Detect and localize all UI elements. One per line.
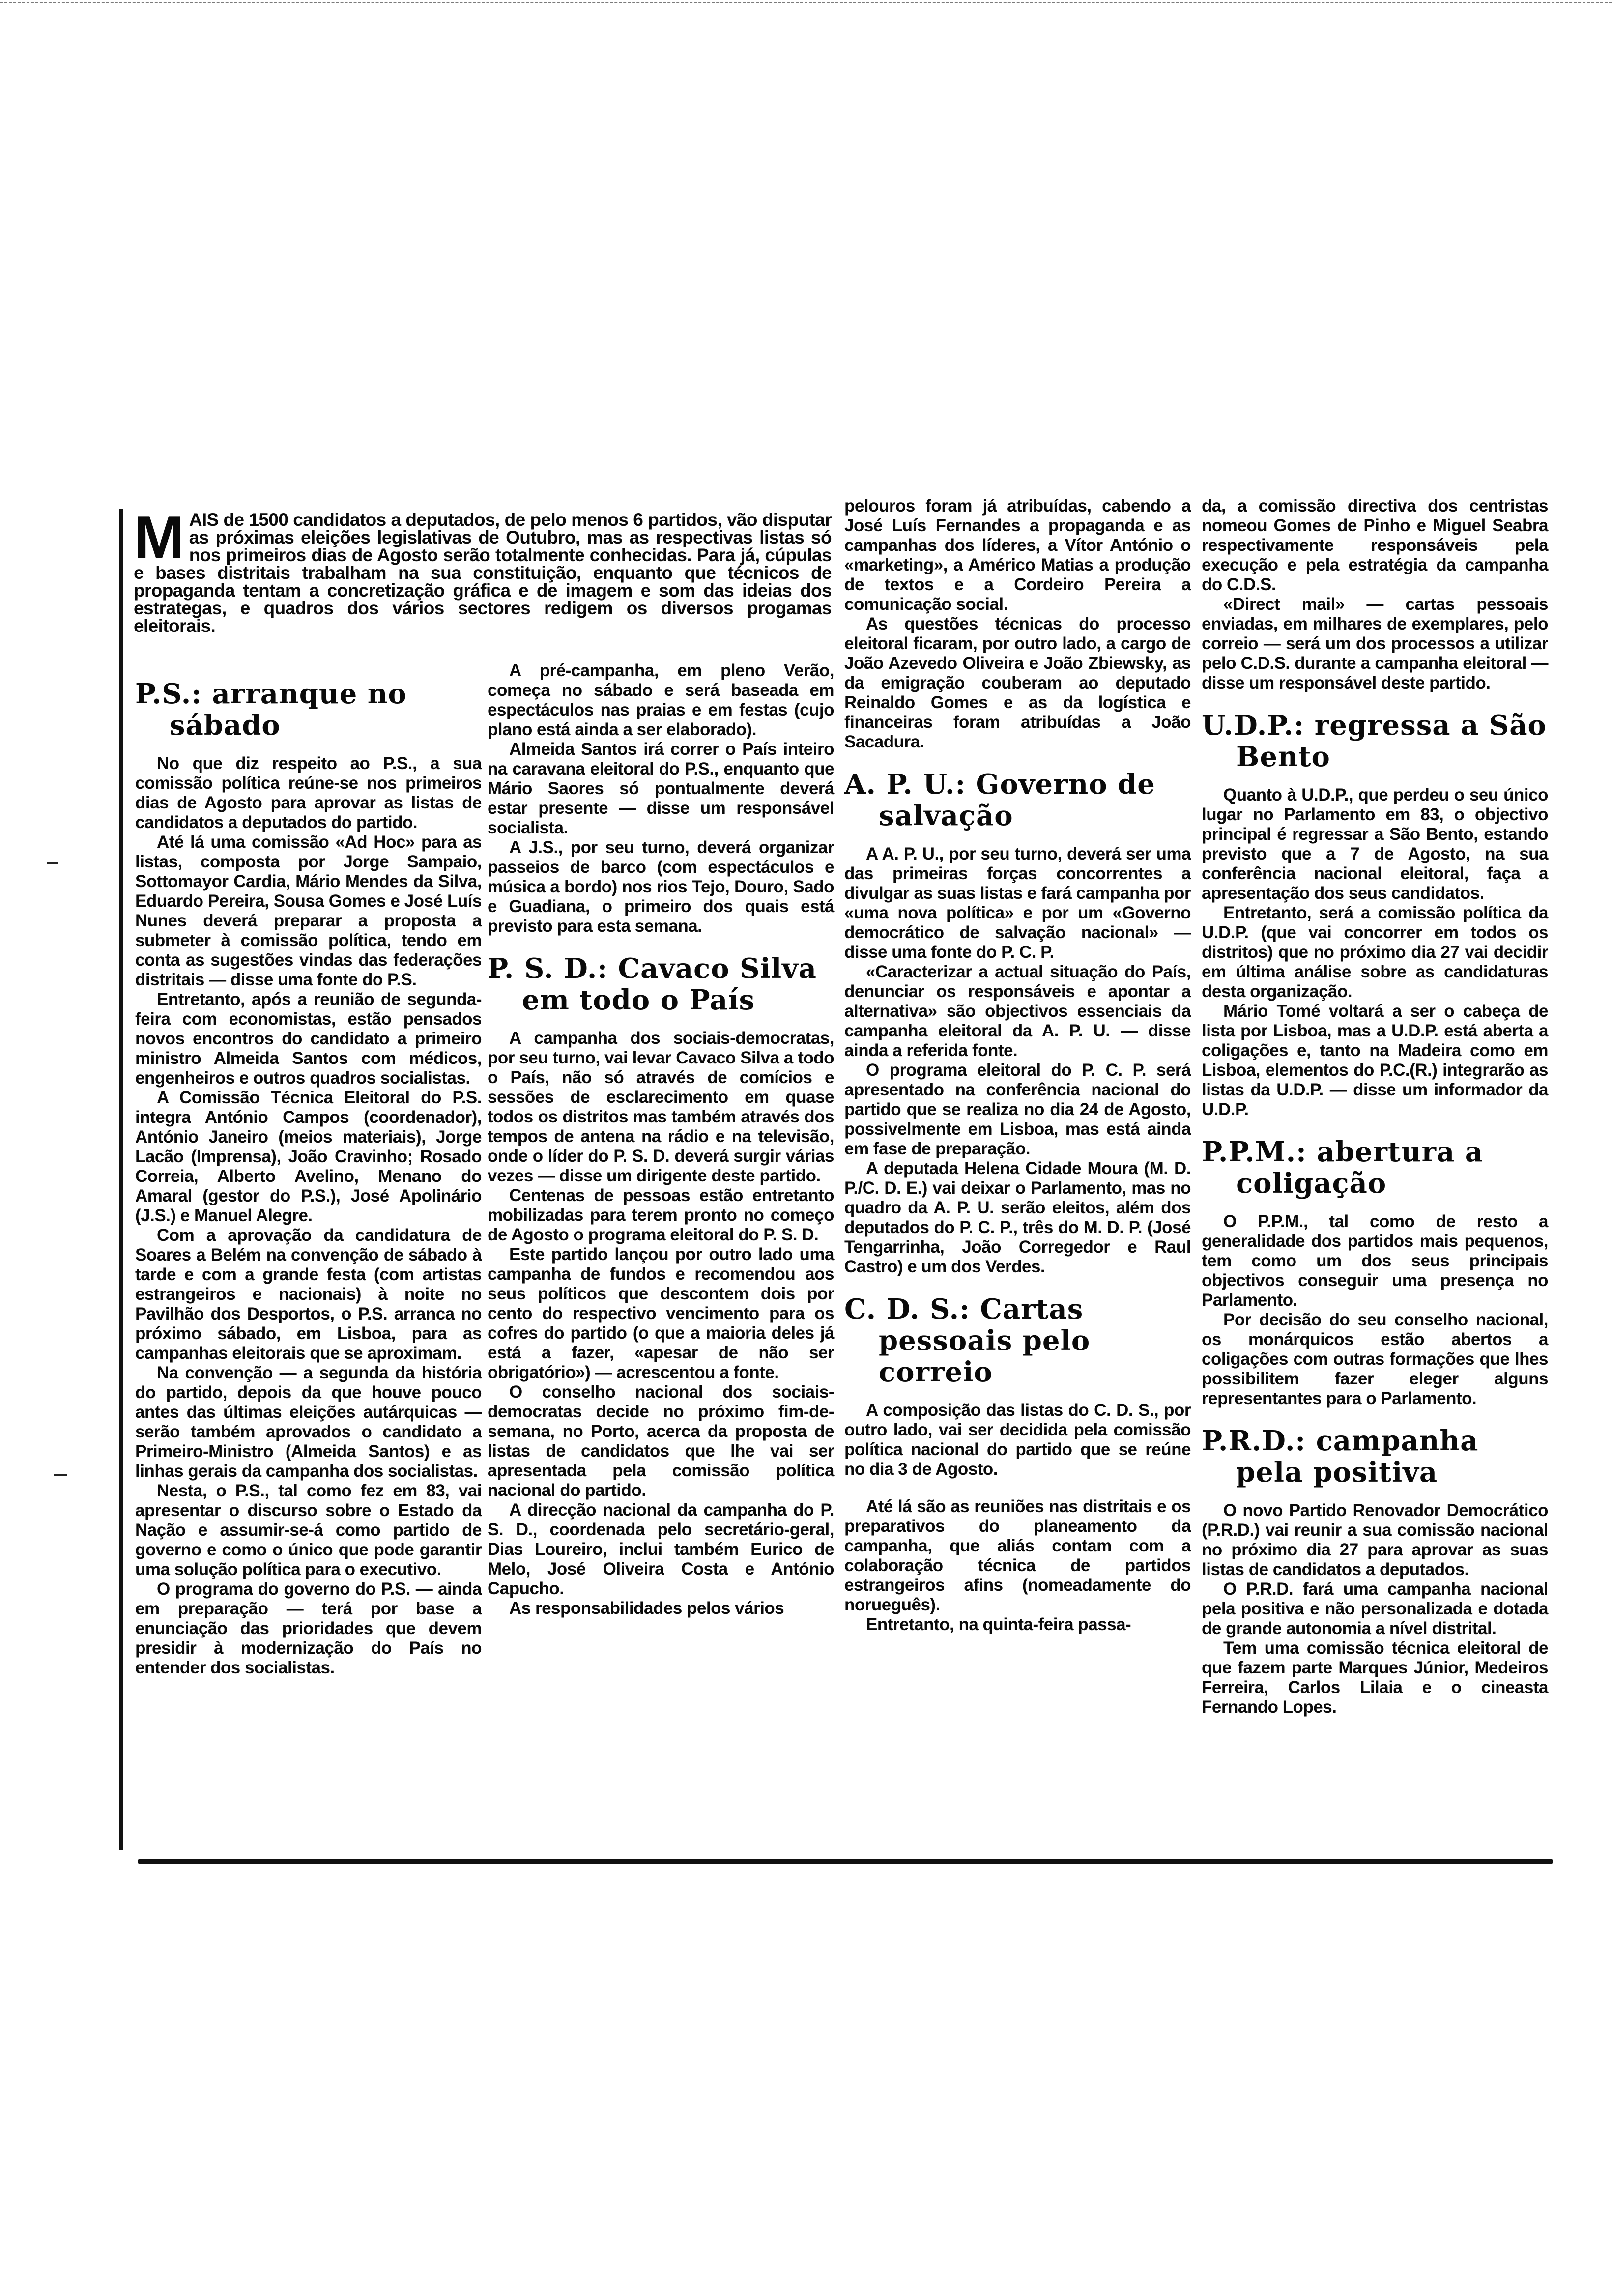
article-paragraph: Este partido lançou por outro lado uma campanha de fundos e recomendou aos seus políticos que descontem dois por cento do respectivo vencimento para os cofres do partido (o que a maioria deles já está a fazer, «apesar de não ser obrigatório») — acrescentou a fonte. (488, 1245, 834, 1382)
top-edge-rule (0, 2, 1612, 3)
article-paragraph: A direcção nacional da campanha do P. S. D., coordenada pelo secretário-geral, Dias Loureiro, inclui também Eurico de Melo, José Oliveira Costa e António Capucho. (488, 1500, 834, 1598)
article-paragraph: «Direct mail» — cartas pessoais enviadas, em milhares de exemplares, pelo correio — será um dos processos a utilizar pelo C.D.S. durante a campanha eleitoral — disse um responsável deste partido. (1202, 595, 1548, 692)
article-paragraph: No que diz respeito ao P.S., a sua comissão política reúne-se nos primeiros dias de Agosto para aprovar as listas de candidatos a deputados do partido. (135, 754, 482, 832)
margin-mark (54, 1474, 67, 1476)
column-1 (135, 659, 482, 1678)
article-paragraph: A J.S., por seu turno, deverá organizar passeios de barco (com espectáculos e música a bordo) nos rios Tejo, Douro, Sado e Guadiana, o primeiro dos quais está previsto para esta semana. (488, 838, 834, 936)
article-paragraph: Nesta, o P.S., tal como fez em 83, vai apresentar o discurso sobre o Estado da Nação e assumir-se-á como partido de governo e como o único que pode garantir uma solução política para o executivo. (135, 1481, 482, 1579)
article-paragraph: O novo Partido Renovador Democrático (P.R.D.) vai reunir a sua comissão nacional no próximo dia 27 para aprovar as suas listas de candidatos a deputados. (1202, 1501, 1548, 1579)
article-paragraph: Tem uma comissão técnica eleitoral de que fazem parte Marques Júnior, Medeiros Ferreira, Carlos Lilaia e o cineasta Fernando Lopes. (1202, 1638, 1548, 1717)
column-3 (844, 496, 1191, 1635)
article-paragraph: O conselho nacional dos sociais-democratas decide no próximo fim-de-semana, no Porto, acerca da proposta de listas de candidatos que lhe vai ser apresentada pela comissão política nacional do partido. (488, 1382, 834, 1500)
drop-cap: M (134, 504, 184, 572)
section-headline: C. D. S.: Cartas pessoais pelo correio (844, 1293, 1091, 1388)
article-paragraph: Na convenção — a segunda da história do partido, depois da que houve pouco antes das últimas eleições autárquicas — serão também aprovados o candidato a Primeiro-Ministro (Almeida Santos) e as linhas gerais da campanha dos socialistas. (135, 1363, 482, 1481)
article-paragraph: As questões técnicas do processo eleitoral ficaram, por outro lado, a cargo de João Azevedo Oliveira e João Zbiewsky, as da emigração couberam ao deputado Reinaldo Gomes e as da logística e financeiras foram atribuídas a João Sacadura. (844, 614, 1191, 751)
section-headline: P.S.: arranque no sábado (135, 678, 407, 742)
article-paragraph: Até lá são as reuniões nas distritais e os preparativos do planeamento da campanha, que aliás contam com a colaboração técnica de partidos estrangeiros afins (nomeadamente do norueguês). (844, 1497, 1191, 1614)
bottom-rule (138, 1859, 1553, 1864)
article-paragraph: Entretanto, na quinta-feira passa- (866, 1615, 1131, 1634)
section-headline: P.R.D.: campanha pela positiva (1202, 1425, 1479, 1489)
section-headline: U.D.P.: regressa a São Bento (1202, 709, 1547, 773)
article-paragraph: Centenas de pessoas estão entretanto mobilizadas para terem pronto no começo de Agosto o programa eleitoral do P. S. D. (488, 1186, 834, 1244)
article-paragraph: A composição das listas do C. D. S., por outro lado, vai ser decidida pela comissão política nacional do partido que se reúne no dia 3 de Agosto. (844, 1401, 1191, 1479)
article-paragraph: «Caracterizar a actual situação do País, denunciar os responsáveis e apontar a alternativa» são objectivos essenciais da campanha eleitoral da A. P. U. — disse ainda a referida fonte. (844, 962, 1191, 1060)
article-paragraph: Almeida Santos irá correr o País inteiro na caravana eleitoral do P.S., enquanto que Mário Saores só pontualmente deverá estar presente — disse um responsável socialista. (488, 740, 834, 837)
column-4 (1202, 496, 1548, 1717)
lead-text: AIS de 1500 candidatos a deputados, de pelo menos 6 partidos, vão disputar as próximas eleições legislativas de Outubro, mas as respectivas listas só nos primeiros dias de Agosto serão totalmente conhecidas. Para já, cúpulas e bases distritais trabalham na sua constituição, enquanto que técnicos de propaganda tentam a concretização gráfica e de imagem e som das ideias dos estrategas, e quadros dos vários sectores redigem os diversos progamas eleitorais. (134, 510, 832, 636)
article-paragraph: A campanha dos sociais-democratas, por seu turno, vai levar Cavaco Silva a todo o País, não só através de comícios e sessões de esclarecimento em quase todos os distritos mas também através dos tempos de antena na rádio e na televisão, onde o líder do P. S. D. deverá surgir várias vezes — disse um dirigente deste partido. (488, 1029, 834, 1185)
section-headline: A. P. U.: Governo de salvação (844, 768, 1155, 832)
article-paragraph: O P.P.M., tal como de resto a generalidade dos partidos mais pequenos, tem como um dos seus principais objectivos conseguir uma presença no Parlamento. (1202, 1212, 1548, 1310)
article-paragraph: A pré-campanha, em pleno Verão, começa no sábado e será baseada em espectáculos nas praias e em festas (cujo plano está ainda a ser elaborado). (488, 661, 834, 739)
article-paragraph: Com a aprovação da candidatura de Soares a Belém na convenção de sábado à tarde e com a grande festa (com artistas estrangeiros e nacionais) à noite no Pavilhão dos Desportos, o P.S. arranca no próximo sábado, em Lisboa, para as campanhas eleitorais que se aproximam. (135, 1226, 482, 1363)
article-paragraph: pelouros foram já atribuídas, cabendo a José Luís Fernandes a propaganda e as campanhas dos líderes, a Vítor António o «marketing», a Américo Matias a produção de textos e a Cordeiro Pereira a comunicação social. (844, 496, 1191, 614)
article-paragraph: O programa do governo do P.S. — ainda em preparação — terá por base a enunciação das prioridades que devem presidir à modernização do País no entender dos socialistas. (135, 1579, 482, 1677)
article-paragraph: O P.R.D. fará uma campanha nacional pela positiva e não personalizada e dotada de grande autonomia a nível distrital. (1202, 1579, 1548, 1638)
article-lead (134, 504, 832, 636)
section-headline: P.P.M.: abertura a coligação (1202, 1136, 1484, 1200)
article-paragraph: Por decisão do seu conselho nacional, os monárquicos estão abertos a coligações com outras formações que lhes possibilitem fazer eleger alguns representantes para o Parlamento. (1202, 1310, 1548, 1408)
article-paragraph: Quanto à U.D.P., que perdeu o seu único lugar no Parlamento em 83, o objectivo principal é regressar a São Bento, estando previsto que a 7 de Agosto, na sua conferência nacional eleitoral, faça a apresentação dos seus candidatos. (1202, 785, 1548, 903)
article-paragraph: da, a comissão directiva dos centristas nomeou Gomes de Pinho e Miguel Seabra respectivamente responsáveis pela execução e pela estratégia da campanha do C.D.S. (1202, 496, 1548, 594)
article-paragraph: Até lá uma comissão «Ad Hoc» para as listas, composta por Jorge Sampaio, Sottomayor Cardia, Mário Mendes da Silva, Eduardo Pereira, Sousa Gomes e José Luís Nunes deverá preparar a proposta a submeter à comissão política, tendo em conta as sugestões vindas das federações distritais — disse uma fonte do P.S. (135, 832, 482, 989)
article-paragraph: O programa eleitoral do P. C. P. será apresentado na conferência nacional do partido que se realiza no dia 24 de Agosto, possivelmente em Lisboa, mas está ainda em fase de preparação. (844, 1061, 1191, 1158)
margin-mark (47, 862, 58, 864)
article-paragraph: Mário Tomé voltará a ser o cabeça de lista por Lisboa, mas a U.D.P. está aberta a coligações e, tanto na Madeira como em Lisboa, elementos do P.C.(R.) integrarão as listas da U.D.P. — disse um informador da U.D.P. (1202, 1002, 1548, 1119)
article-paragraph: Entretanto, será a comissão política da U.D.P. (que vai concorrer em todos os distritos) que no próximo dia 27 vai decidir em última análise sobre as candidaturas desta organização. (1202, 903, 1548, 1001)
article-paragraph: A deputada Helena Cidade Moura (M. D. P./C. D. E.) vai deixar o Parlamento, mas no quadro da A. P. U. serão eleitos, além dos deputados do P. C. P., três do M. D. P. (José Tengarrinha, João Corregedor e Raul Castro) e um dos Verdes. (844, 1159, 1191, 1276)
article-paragraph: Entretanto, após a reunião de segunda-feira com economistas, estão pensados novos encontros do candidato a primeiro ministro Almeida Santos com médicos, engenheiros e outros quadros socialistas. (135, 990, 482, 1088)
article-paragraph: A Comissão Técnica Eleitoral do P.S. integra António Campos (coordenador), António Janeiro (meios materiais), Jorge Lacão (Imprensa), João Cravinho; Rosado Correia, Alberto Avelino, Menano do Amaral (gestor do P.S.), José Apolinário (J.S.) e Manuel Alegre. (135, 1088, 482, 1225)
column-2 (488, 661, 834, 1618)
left-margin-rule (119, 509, 123, 1850)
article-paragraph: A A. P. U., por seu turno, deverá ser uma das primeiras forças concorrentes a divulgar as suas listas e fará campanha por «uma nova política» e por um «Governo democrático de salvação nacional» — disse uma fonte do P. C. P. (844, 844, 1191, 962)
section-headline: P. S. D.: Cavaco Silva em todo o País (488, 952, 817, 1016)
article-paragraph: As responsabilidades pelos vários (509, 1599, 784, 1618)
